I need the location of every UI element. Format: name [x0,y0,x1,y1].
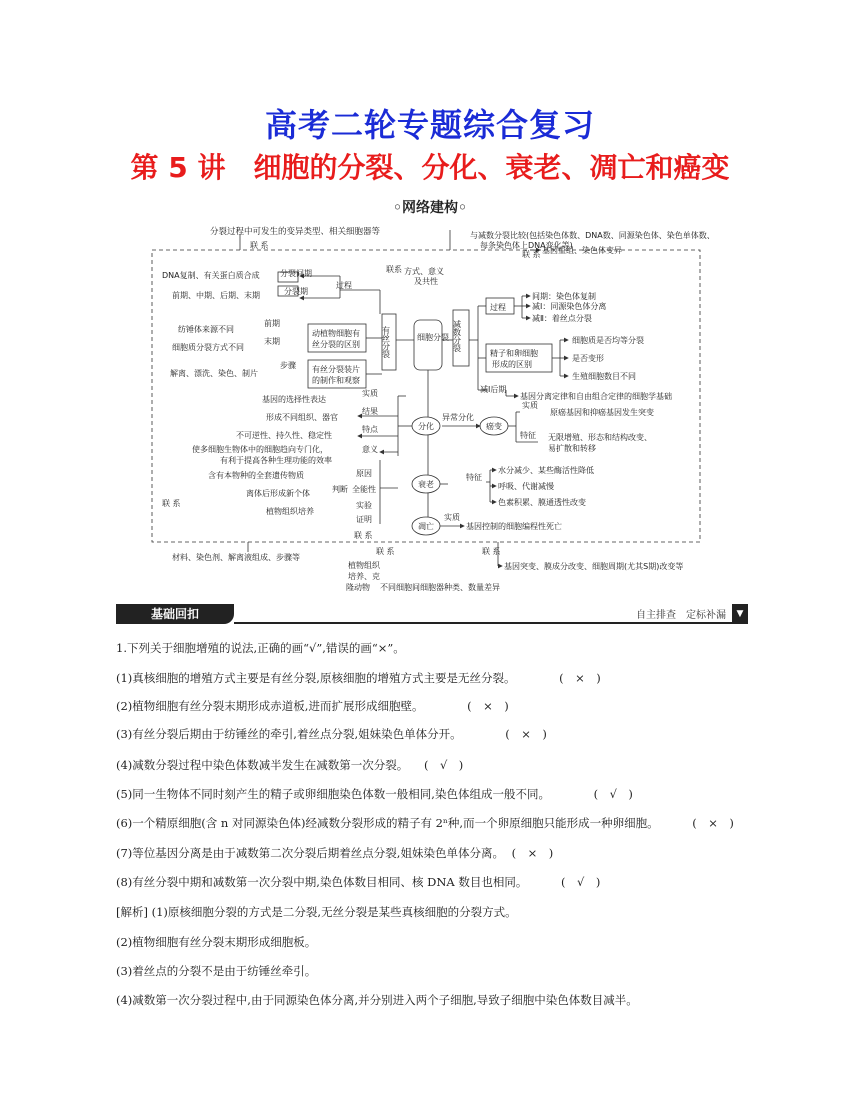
node-lianxi-bottom-1: 联 系 [354,531,373,540]
node-aging-tezheng: 特征 [466,473,482,482]
node-aging-3: 色素积累、膜通透性改变 [498,498,586,507]
node-phases: 前期、中期、后期、末期 [172,291,260,300]
node-lianxi-left: 联 系 [162,499,181,508]
question-intro: 1.下列关于细胞增殖的说法,正确的画“√”,错误的画“×”。 [116,641,405,655]
node-jieguo: 结果 [362,407,378,416]
concept-map [140,190,720,600]
section-banner [116,604,748,624]
answer-mark: ( × ) [467,699,509,713]
node-meiosis: 减数分裂 [452,320,462,352]
node-dna-copy: DNA复制、有关蛋白质合成 [162,271,260,280]
question-item [116,698,509,714]
question-text: (8)有丝分裂中期和减数第一次分裂中期,染色体数目相同、核 DNA 数目也相同。 [116,875,528,889]
answer-mark: ( × ) [505,727,547,741]
node-shuailao: 衰老 [418,480,434,489]
question-item [116,786,633,802]
node-buzhou: 步骤 [280,361,296,370]
node-full-genes: 含有本物种的全套遗传物质 [208,471,304,480]
question-text: (6)一个精原细胞(含 n 对同源染色体)经减数分裂形成的精子有 2ⁿ种,而一个卵原细胞只能形成一种卵细胞。 [116,816,659,830]
node-irreversible: 不可逆性、持久性、稳定性 [236,431,332,440]
node-proto-onco: 原癌基因和抑癌基因发生突变 [550,408,654,417]
node-tedian: 特点 [362,425,378,434]
question-item [116,845,553,861]
answer-mark: ( √ ) [593,787,633,801]
question-item [116,757,463,773]
node-tissue-culture-v3: 隆动物 [346,583,370,592]
node-fenlie-jianqi: 分裂间期 [280,269,312,278]
node-observe-1: 有丝分裂装片 [312,365,360,374]
node-shiyan: 实验 [356,501,372,510]
node-spindle: 纺锤体来源不同 [178,325,234,334]
node-tissue-culture: 植物组织培养 [266,507,314,516]
node-top-left: 分裂过程中可发生的变异类型、相关细胞器等 [210,227,381,237]
node-moqi: 末期 [264,337,280,346]
chevron-down-icon: ▼ [732,604,748,624]
banner-label: 基础回扣 [116,604,234,624]
page-title: 高考二轮专题综合复习 [264,106,595,144]
node-fenlie-qi: 分裂期 [284,287,308,296]
node-mei1: 减Ⅰ：同源染色体分离 [532,302,607,311]
node-apop-shizhi: 实质 [444,513,460,522]
node-cell-division: 细胞分裂 [417,333,449,342]
question-text: (3)有丝分裂后期由于纺锤丝的牵引,着丝点分裂,姐妹染色单体分开。 [116,727,462,741]
answer-mark: ( × ) [511,846,554,860]
analysis-line: (2)植物细胞有丝分裂末期形成细胞板。 [116,935,317,949]
lecture-title: 第 5 讲 细胞的分裂、分化、衰老、凋亡和癌变 [130,151,730,184]
node-top-right-1: 与减数分裂比较(包括染色体数、DNA数、同源染色体、染色单体数、 [470,231,715,240]
node-mitosis: 有丝分裂 [381,326,391,358]
node-tissue-culture-v2: 培养、克 [348,572,380,581]
node-observe-2: 的制作和观察 [312,376,360,385]
node-apop-gene: 基因控制的细胞编程性死亡 [466,522,562,531]
node-animal-plant-1: 动植物细胞有 [312,329,360,338]
node-new-body: 离体后形成新个体 [246,489,310,498]
question-text: (2)植物细胞有丝分裂末期形成赤道板,进而扩展形成细胞壁。 [116,699,424,713]
node-selective: 基因的选择性表达 [262,395,326,404]
question-text: (7)等位基因分离是由于减数第二次分裂后期着丝点分裂,姐妹染色单体分离。 [116,846,504,860]
node-cancer-feat-1: 无限增殖、形态和结构改变、 [548,433,652,442]
node-mei2: 减Ⅱ：着丝点分裂 [532,314,592,323]
node-quannengxing: 全能性 [352,485,376,494]
node-cell-count: 生殖细胞数目不同 [572,372,636,381]
node-cancer-shizhi: 实质 [522,401,538,410]
node-cyto-equal: 细胞质是否均等分裂 [572,336,644,345]
node-yiyi: 意义 [362,445,378,454]
node-cancer-feat-2: 易扩散和转移 [548,444,596,453]
node-diff-types: 不同细胞间细胞器种类、数量差异 [380,583,500,592]
analysis-line: [解析] (1)原核细胞分裂的方式是二分裂,无丝分裂是某些真核细胞的分裂方式。 [116,905,517,919]
banner-right-label: 自主排查 定标补漏 [636,610,726,621]
node-aging-1: 水分减少、某些酶活性降低 [498,466,594,475]
question-text: (5)同一生物体不同时刻产生的精子或卵细胞染色体数一般相同,染色体组成一般不同。 [116,787,550,801]
question-text: (4)减数分裂过程中染色体数减半发生在减数第一次分裂。 [116,758,409,772]
answer-mark: ( √ ) [423,758,464,772]
node-cancer: 癌变 [486,422,502,431]
node-fenhua: 分化 [418,422,434,431]
node-deform: 是否变形 [572,354,604,363]
node-aging-2: 呼吸、代谢减慢 [498,482,554,491]
node-lianxi-bottom-2: 联 系 [376,547,395,556]
node-lianxi-bottom-3: 联 系 [482,547,501,556]
node-zhengming: 证明 [356,515,372,524]
node-lianxi-v: 联系 [386,265,402,274]
node-form-diff: 形成不同组织、器官 [266,413,338,422]
question-item [116,815,734,831]
node-cancer-changes: 基因突变、膜成分改变、细胞周期(尤其S期)改变等 [504,562,684,571]
answer-mark: ( √ ) [561,875,601,889]
node-interphase: 间期：染色体复制 [532,292,596,301]
node-cytodiv: 细胞质分裂方式不同 [172,343,244,352]
node-fangshi: 方式、意义 [404,267,444,276]
node-meaning-1: 使多细胞生物体中的细胞趋向专门化， [192,445,328,454]
node-panduan: 判断 [332,485,348,494]
analysis-line: (4)减数第一次分裂过程中,由于同源染色体分离,并分别进入两个子细胞,导致子细胞中染色体数目减半。 [116,993,638,1007]
node-cancer-tezheng: 特征 [520,431,536,440]
node-yuanyin: 原因 [356,469,372,478]
question-text: (1)真核细胞的增殖方式主要是有丝分裂,原核细胞的增殖方式主要是无丝分裂。 [116,671,516,685]
question-item [116,726,547,742]
node-tissue-culture-v1: 植物组织 [348,561,380,570]
node-abnormal: 异常分化 [442,413,474,422]
answer-mark: ( × ) [692,816,734,830]
analysis-line: (3)着丝点的分裂不是由于纺锤丝牵引。 [116,964,317,978]
node-qianqi: 前期 [264,319,280,328]
question-item [116,874,600,890]
node-gene-law: 基因分离定律和自由组合定律的细胞学基础 [520,392,672,401]
node-sperm-egg-2: 形成的区别 [492,360,532,369]
node-top-right-2: 每条染色体上DNA变化等) [480,241,573,250]
node-gene-recomb: 基因重组、染色体变异 [542,246,622,255]
node-materials: 材料、染色剂、解离液组成、步骤等 [172,553,300,562]
network-heading: ◦网络建构◦ [393,200,467,216]
banner-rule [234,622,732,624]
node-guocheng: 过程 [336,281,352,290]
answer-mark: ( × ) [559,671,601,685]
node-mei1-late: 减Ⅰ后期 [480,385,507,394]
node-lianxi-top: 联 系 [250,241,269,250]
node-mei-guocheng: 过程 [490,303,506,312]
node-animal-plant-2: 丝分裂的区别 [312,340,360,349]
node-slide-steps: 解离、漂洗、染色、制片 [170,369,258,378]
node-diaowang: 凋亡 [418,522,434,531]
node-sperm-egg-1: 精子和卵细胞 [490,349,538,358]
node-lianxi-right: 联 系 [522,250,541,259]
question-item [116,670,601,686]
node-meaning-2: 有利于提高各种生理功能的效率 [220,456,332,465]
node-shizhi: 实质 [362,389,378,398]
node-gongxing: 及共性 [414,277,438,286]
